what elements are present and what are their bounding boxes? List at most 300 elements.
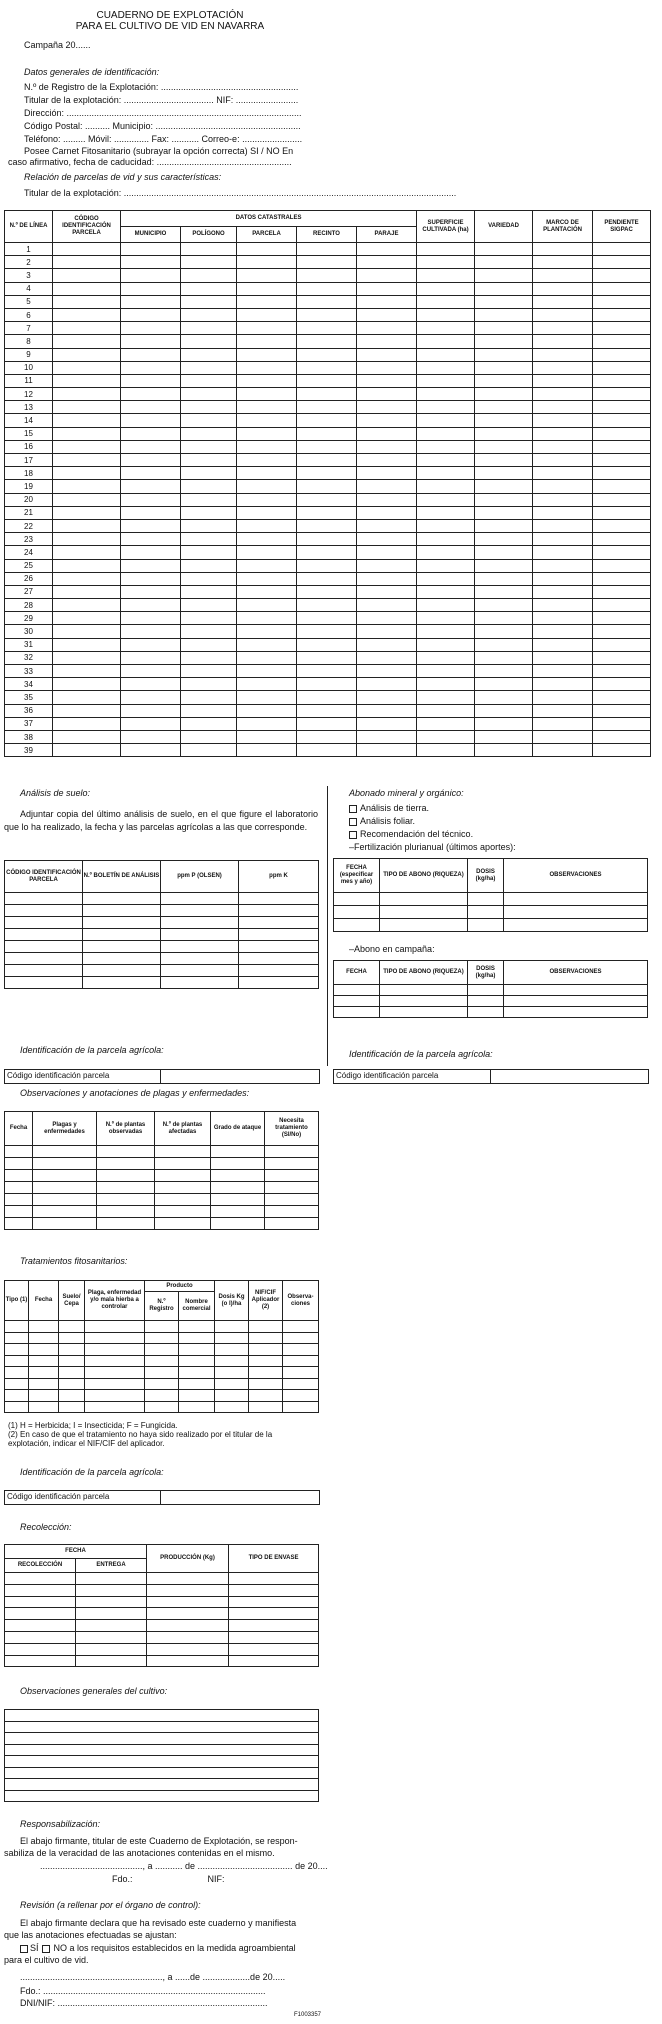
table-cell[interactable] [5, 941, 83, 953]
table-cell[interactable] [297, 269, 357, 282]
table-cell[interactable] [5, 1182, 33, 1194]
table-cell[interactable] [297, 295, 357, 308]
table-cell[interactable] [215, 1378, 249, 1390]
table-cell[interactable] [5, 1767, 319, 1779]
table-cell[interactable] [417, 335, 475, 348]
table-cell[interactable] [297, 704, 357, 717]
table-cell[interactable] [297, 308, 357, 321]
table-cell[interactable] [97, 1158, 155, 1170]
table-cell[interactable] [533, 401, 593, 414]
table-cell[interactable] [181, 388, 237, 401]
table-cell[interactable] [121, 282, 181, 295]
table-cell[interactable] [215, 1401, 249, 1413]
table-cell[interactable] [265, 1182, 319, 1194]
table-cell[interactable] [121, 533, 181, 546]
table-cell[interactable] [121, 717, 181, 730]
table-cell[interactable] [468, 893, 504, 906]
table-cell[interactable] [85, 1355, 145, 1367]
table-cell[interactable] [229, 1608, 319, 1620]
table-cell[interactable] [53, 678, 121, 691]
table-cell[interactable] [475, 322, 533, 335]
table-cell[interactable] [417, 665, 475, 678]
table-cell[interactable] [59, 1332, 85, 1344]
table-cell[interactable] [5, 965, 83, 977]
table-cell[interactable] [161, 905, 239, 917]
table-cell[interactable] [533, 388, 593, 401]
table-cell[interactable] [145, 1378, 179, 1390]
table-cell[interactable] [155, 1170, 211, 1182]
table-cell[interactable] [380, 919, 468, 932]
table-cell[interactable] [593, 744, 651, 757]
table-cell[interactable] [53, 414, 121, 427]
table-cell[interactable] [475, 361, 533, 374]
table-cell[interactable] [380, 985, 468, 996]
table-cell[interactable] [475, 335, 533, 348]
table-cell[interactable] [297, 256, 357, 269]
table-cell[interactable] [181, 506, 237, 519]
table-cell[interactable] [237, 454, 297, 467]
table-cell[interactable] [239, 965, 319, 977]
table-cell[interactable] [357, 401, 417, 414]
table-cell[interactable] [53, 717, 121, 730]
table-cell[interactable] [357, 612, 417, 625]
table-cell[interactable] [181, 282, 237, 295]
table-cell[interactable] [121, 506, 181, 519]
table-cell[interactable] [161, 977, 239, 989]
table-cell[interactable] [237, 374, 297, 387]
table-cell[interactable] [357, 256, 417, 269]
table-cell[interactable] [249, 1401, 283, 1413]
table-cell[interactable] [283, 1332, 319, 1344]
table-cell[interactable] [53, 533, 121, 546]
table-cell[interactable] [237, 282, 297, 295]
table-cell[interactable] [5, 1721, 319, 1733]
table-cell[interactable] [97, 1218, 155, 1230]
table-cell[interactable] [5, 953, 83, 965]
table-cell[interactable] [53, 546, 121, 559]
table-cell[interactable] [237, 401, 297, 414]
table-cell[interactable] [417, 322, 475, 335]
table-cell[interactable] [283, 1355, 319, 1367]
table-cell[interactable] [5, 1573, 76, 1585]
table-cell[interactable] [533, 519, 593, 532]
table-cell[interactable] [121, 374, 181, 387]
table-cell[interactable] [97, 1194, 155, 1206]
table-cell[interactable] [97, 1206, 155, 1218]
table-cell[interactable] [593, 414, 651, 427]
table-cell[interactable] [237, 322, 297, 335]
table-cell[interactable] [181, 599, 237, 612]
table-cell[interactable] [334, 919, 380, 932]
table-cell[interactable] [297, 401, 357, 414]
table-cell[interactable] [211, 1218, 265, 1230]
table-cell[interactable] [533, 335, 593, 348]
table-cell[interactable] [237, 638, 297, 651]
table-cell[interactable] [145, 1390, 179, 1402]
table-cell[interactable] [593, 401, 651, 414]
table-cell[interactable] [357, 559, 417, 572]
table-cell[interactable] [283, 1321, 319, 1333]
table-cell[interactable] [5, 905, 83, 917]
table-cell[interactable] [237, 546, 297, 559]
table-cell[interactable] [229, 1596, 319, 1608]
table-cell[interactable] [475, 572, 533, 585]
table-cell[interactable] [121, 414, 181, 427]
table-cell[interactable] [237, 480, 297, 493]
table-cell[interactable] [297, 546, 357, 559]
table-cell[interactable] [297, 335, 357, 348]
table-cell[interactable] [83, 941, 161, 953]
table-cell[interactable] [53, 493, 121, 506]
table-cell[interactable] [53, 427, 121, 440]
table-cell[interactable] [237, 533, 297, 546]
table-cell[interactable] [504, 919, 648, 932]
table-cell[interactable] [533, 295, 593, 308]
table-cell[interactable] [121, 678, 181, 691]
table-cell[interactable] [53, 691, 121, 704]
table-cell[interactable] [417, 269, 475, 282]
table-cell[interactable] [593, 678, 651, 691]
table-cell[interactable] [33, 1146, 97, 1158]
table-cell[interactable] [533, 625, 593, 638]
table-cell[interactable] [181, 533, 237, 546]
table-cell[interactable] [533, 361, 593, 374]
table-cell[interactable] [297, 467, 357, 480]
table-cell[interactable] [179, 1401, 215, 1413]
table-cell[interactable] [357, 599, 417, 612]
table-cell[interactable] [237, 678, 297, 691]
table-cell[interactable] [357, 440, 417, 453]
table-cell[interactable] [357, 651, 417, 664]
table-cell[interactable] [29, 1378, 59, 1390]
table-cell[interactable] [265, 1170, 319, 1182]
table-cell[interactable] [417, 625, 475, 638]
table-cell[interactable] [83, 905, 161, 917]
table-cell[interactable] [181, 612, 237, 625]
table-cell[interactable] [417, 585, 475, 598]
table-cell[interactable] [265, 1146, 319, 1158]
table-cell[interactable] [53, 269, 121, 282]
table-cell[interactable] [417, 282, 475, 295]
table-cell[interactable] [297, 612, 357, 625]
table-cell[interactable] [211, 1194, 265, 1206]
table-cell[interactable] [181, 704, 237, 717]
table-cell[interactable] [593, 585, 651, 598]
table-cell[interactable] [417, 440, 475, 453]
table-cell[interactable] [33, 1218, 97, 1230]
table-cell[interactable] [249, 1367, 283, 1379]
table-cell[interactable] [357, 546, 417, 559]
table-cell[interactable] [181, 717, 237, 730]
table-cell[interactable] [533, 572, 593, 585]
table-cell[interactable] [53, 295, 121, 308]
table-cell[interactable] [229, 1620, 319, 1632]
table-cell[interactable] [297, 282, 357, 295]
table-cell[interactable] [237, 361, 297, 374]
table-cell[interactable] [417, 243, 475, 256]
table-cell[interactable] [121, 308, 181, 321]
table-cell[interactable] [533, 493, 593, 506]
table-cell[interactable] [85, 1390, 145, 1402]
table-cell[interactable] [5, 1710, 319, 1722]
table-cell[interactable] [334, 985, 380, 996]
table-cell[interactable] [161, 941, 239, 953]
table-cell[interactable] [297, 519, 357, 532]
table-cell[interactable] [29, 1344, 59, 1356]
table-cell[interactable] [593, 572, 651, 585]
table-cell[interactable] [417, 388, 475, 401]
table-cell[interactable] [83, 929, 161, 941]
table-cell[interactable] [357, 493, 417, 506]
table-cell[interactable] [5, 1321, 29, 1333]
table-cell[interactable] [53, 348, 121, 361]
table-cell[interactable] [237, 243, 297, 256]
table-cell[interactable] [417, 704, 475, 717]
table-cell[interactable] [357, 691, 417, 704]
table-cell[interactable] [181, 625, 237, 638]
table-cell[interactable] [593, 243, 651, 256]
table-cell[interactable] [53, 559, 121, 572]
table-cell[interactable] [593, 427, 651, 440]
table-cell[interactable] [29, 1367, 59, 1379]
table-cell[interactable] [475, 744, 533, 757]
table-cell[interactable] [53, 730, 121, 743]
table-cell[interactable] [121, 691, 181, 704]
table-cell[interactable] [76, 1596, 147, 1608]
table-cell[interactable] [357, 308, 417, 321]
table-cell[interactable] [417, 599, 475, 612]
table-cell[interactable] [181, 243, 237, 256]
table-cell[interactable] [53, 519, 121, 532]
table-cell[interactable] [239, 977, 319, 989]
table-cell[interactable] [83, 893, 161, 905]
table-cell[interactable] [265, 1158, 319, 1170]
table-cell[interactable] [504, 996, 648, 1007]
table-cell[interactable] [593, 308, 651, 321]
table-cell[interactable] [593, 335, 651, 348]
table-cell[interactable] [5, 1146, 33, 1158]
table-cell[interactable] [237, 388, 297, 401]
table-cell[interactable] [121, 704, 181, 717]
table-cell[interactable] [357, 519, 417, 532]
table-cell[interactable] [181, 335, 237, 348]
table-cell[interactable] [297, 691, 357, 704]
table-cell[interactable] [380, 996, 468, 1007]
table-cell[interactable] [121, 638, 181, 651]
table-cell[interactable] [357, 585, 417, 598]
table-cell[interactable] [121, 612, 181, 625]
table-cell[interactable] [237, 493, 297, 506]
table-cell[interactable] [181, 493, 237, 506]
table-cell[interactable] [179, 1332, 215, 1344]
table-cell[interactable] [533, 454, 593, 467]
table-cell[interactable] [265, 1206, 319, 1218]
table-cell[interactable] [593, 348, 651, 361]
table-cell[interactable] [147, 1655, 229, 1667]
table-cell[interactable] [357, 638, 417, 651]
table-cell[interactable] [76, 1608, 147, 1620]
table-cell[interactable] [53, 401, 121, 414]
table-cell[interactable] [593, 256, 651, 269]
table-cell[interactable] [121, 361, 181, 374]
table-cell[interactable] [85, 1401, 145, 1413]
table-cell[interactable] [475, 348, 533, 361]
table-cell[interactable] [593, 638, 651, 651]
table-cell[interactable] [475, 665, 533, 678]
table-cell[interactable] [265, 1218, 319, 1230]
table-cell[interactable] [593, 374, 651, 387]
table-cell[interactable] [53, 467, 121, 480]
table-cell[interactable] [53, 374, 121, 387]
table-cell[interactable] [593, 519, 651, 532]
table-cell[interactable] [121, 585, 181, 598]
table-cell[interactable] [475, 308, 533, 321]
table-cell[interactable] [53, 243, 121, 256]
table-cell[interactable] [237, 691, 297, 704]
table-cell[interactable] [417, 506, 475, 519]
table-cell[interactable] [121, 467, 181, 480]
table-cell[interactable] [5, 917, 83, 929]
table-cell[interactable] [357, 414, 417, 427]
table-cell[interactable] [297, 454, 357, 467]
table-cell[interactable] [475, 730, 533, 743]
table-cell[interactable] [237, 744, 297, 757]
table-cell[interactable] [297, 651, 357, 664]
table-cell[interactable] [83, 965, 161, 977]
table-cell[interactable] [83, 953, 161, 965]
table-cell[interactable] [155, 1146, 211, 1158]
table-cell[interactable] [357, 295, 417, 308]
table-cell[interactable] [97, 1146, 155, 1158]
table-cell[interactable] [121, 744, 181, 757]
table-cell[interactable] [121, 730, 181, 743]
table-cell[interactable] [53, 744, 121, 757]
table-cell[interactable] [215, 1332, 249, 1344]
table-cell[interactable] [380, 893, 468, 906]
table-cell[interactable] [417, 308, 475, 321]
table-cell[interactable] [53, 704, 121, 717]
table-cell[interactable] [593, 612, 651, 625]
table-cell[interactable] [593, 506, 651, 519]
table-cell[interactable] [29, 1390, 59, 1402]
table-cell[interactable] [53, 256, 121, 269]
table-cell[interactable] [181, 256, 237, 269]
table-cell[interactable] [468, 996, 504, 1007]
table-cell[interactable] [533, 427, 593, 440]
table-cell[interactable] [121, 625, 181, 638]
table-cell[interactable] [161, 953, 239, 965]
table-cell[interactable] [297, 361, 357, 374]
table-cell[interactable] [237, 730, 297, 743]
table-cell[interactable] [145, 1355, 179, 1367]
table-cell[interactable] [85, 1367, 145, 1379]
table-cell[interactable] [179, 1390, 215, 1402]
table-cell[interactable] [5, 1194, 33, 1206]
table-cell[interactable] [475, 388, 533, 401]
table-cell[interactable] [237, 335, 297, 348]
table-cell[interactable] [533, 704, 593, 717]
table-cell[interactable] [297, 572, 357, 585]
table-cell[interactable] [161, 929, 239, 941]
table-cell[interactable] [357, 506, 417, 519]
table-cell[interactable] [121, 546, 181, 559]
table-cell[interactable] [380, 906, 468, 919]
table-cell[interactable] [593, 454, 651, 467]
table-cell[interactable] [181, 572, 237, 585]
table-cell[interactable] [475, 546, 533, 559]
table-cell[interactable] [475, 717, 533, 730]
table-cell[interactable] [533, 374, 593, 387]
table-cell[interactable] [147, 1584, 229, 1596]
table-cell[interactable] [357, 533, 417, 546]
table-cell[interactable] [181, 414, 237, 427]
table-cell[interactable] [297, 414, 357, 427]
table-cell[interactable] [475, 519, 533, 532]
table-cell[interactable] [533, 467, 593, 480]
table-cell[interactable] [249, 1378, 283, 1390]
table-cell[interactable] [59, 1344, 85, 1356]
table-cell[interactable] [53, 638, 121, 651]
table-cell[interactable] [53, 454, 121, 467]
table-cell[interactable] [475, 625, 533, 638]
table-cell[interactable] [5, 1756, 319, 1768]
table-cell[interactable] [181, 361, 237, 374]
table-cell[interactable] [297, 665, 357, 678]
table-cell[interactable] [475, 691, 533, 704]
table-cell[interactable] [533, 612, 593, 625]
table-cell[interactable] [533, 744, 593, 757]
table-cell[interactable] [85, 1321, 145, 1333]
table-cell[interactable] [533, 691, 593, 704]
table-cell[interactable] [297, 348, 357, 361]
table-cell[interactable] [297, 585, 357, 598]
table-cell[interactable] [417, 295, 475, 308]
table-cell[interactable] [417, 691, 475, 704]
table-cell[interactable] [468, 985, 504, 996]
table-cell[interactable] [533, 546, 593, 559]
table-cell[interactable] [417, 559, 475, 572]
table-cell[interactable] [593, 546, 651, 559]
table-cell[interactable] [593, 295, 651, 308]
table-cell[interactable] [5, 1620, 76, 1632]
table-cell[interactable] [475, 533, 533, 546]
table-cell[interactable] [297, 388, 357, 401]
table-cell[interactable] [33, 1206, 97, 1218]
table-cell[interactable] [593, 533, 651, 546]
table-cell[interactable] [237, 717, 297, 730]
table-cell[interactable] [239, 905, 319, 917]
table-cell[interactable] [468, 1007, 504, 1018]
table-cell[interactable] [237, 625, 297, 638]
table-cell[interactable] [181, 467, 237, 480]
table-cell[interactable] [593, 269, 651, 282]
table-cell[interactable] [593, 493, 651, 506]
table-cell[interactable] [357, 374, 417, 387]
table-cell[interactable] [121, 599, 181, 612]
table-cell[interactable] [5, 977, 83, 989]
table-cell[interactable] [533, 599, 593, 612]
table-cell[interactable] [147, 1620, 229, 1632]
table-cell[interactable] [5, 1631, 76, 1643]
table-cell[interactable] [121, 440, 181, 453]
table-cell[interactable] [334, 1007, 380, 1018]
table-cell[interactable] [357, 454, 417, 467]
table-cell[interactable] [121, 335, 181, 348]
table-cell[interactable] [121, 559, 181, 572]
table-cell[interactable] [181, 374, 237, 387]
table-cell[interactable] [283, 1401, 319, 1413]
table-cell[interactable] [181, 559, 237, 572]
